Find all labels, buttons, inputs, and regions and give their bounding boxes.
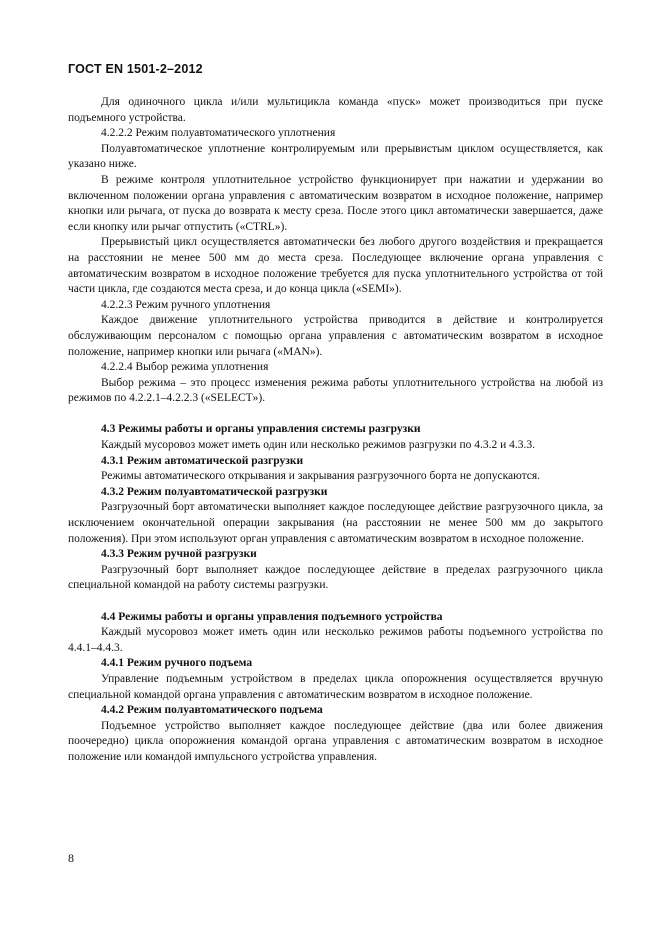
paragraph: Для одиночного цикла и/или мультицикла команда «пуск» может производиться при пуске подъемного устройства. xyxy=(68,96,603,124)
subsection-heading: 4.3.3 Режим ручной разгрузки xyxy=(101,548,257,561)
subsection-heading: 4.3.1 Режим автоматической разгрузки xyxy=(101,454,304,467)
clause-heading: 4.2.2.3 Режим ручного уплотнения xyxy=(101,298,271,311)
subsection-heading: 4.4.2 Режим полуавтоматического подъема xyxy=(101,704,323,717)
clause-heading: 4.2.2.4 Выбор режима уплотнения xyxy=(101,361,269,374)
paragraph: Режимы автоматического открывания и закрывания разгрузочного борта не допускаются. xyxy=(101,470,541,483)
standard-designation: ГОСТ EN 1501-2–2012 xyxy=(68,62,203,76)
paragraph: Разгрузочный борт выполняет каждое последующее действие в пределах разгрузочного цикла специальной командой на работу системы разгрузки. xyxy=(68,563,603,592)
paragraph: Выбор режима – это процесс изменения режима работы уплотнительного устройства на любой из режимов по 4.2.2.1–4.2.2.3 («SELECT»). xyxy=(68,376,603,405)
clause-heading: 4.2.2.2 Режим полуавтоматического уплотнения xyxy=(101,127,336,140)
page-number: 8 xyxy=(68,851,74,865)
paragraph: Каждый мусоровоз может иметь один или несколько режимов работы подъемного устройства по 4.4.1–4.4.3. xyxy=(68,626,603,654)
paragraph: Управление подъемным устройством в пределах цикла опорожнения осуществляется вручную специальной командой органа управления с автоматическим возвратом в исходное положение. xyxy=(68,672,603,701)
section-heading: 4.3 Режимы работы и органы управления системы разгрузки xyxy=(101,423,421,436)
subsection-heading: 4.3.2 Режим полуавтоматической разгрузки xyxy=(101,485,328,498)
paragraph: Прерывистый цикл осуществляется автоматически без любого другого воздействия и прекращается на расстоянии не менее 500 мм до места среза. Последующее включение органа управления с автоматическим возвратом в исходное положение требуется для пуска уплотнительного устройства от той части цикла, где создаются места среза, и до конца цикла («SEMI»). xyxy=(68,236,603,296)
paragraph: Подъемное устройство выполняет каждое последующее действие (два или более движения поочередно) цикла опорожнения командой органа управления с автоматическим возвратом в исходное положение или командой импульсного устройства управления. xyxy=(68,719,603,763)
paragraph: Каждое движение уплотнительного устройства приводится в действие и контролируется обслуживающим персоналом с помощью органа управления с автоматическим возвратом в исходное положение, например кнопки или рычага («MAN»). xyxy=(68,314,603,358)
section-heading: 4.4 Режимы работы и органы управления подъемного устройства xyxy=(101,610,443,623)
subsection-heading: 4.4.1 Режим ручного подъема xyxy=(101,657,253,670)
paragraph: Каждый мусоровоз может иметь один или несколько режимов разгрузки по 4.3.2 и 4.3.3. xyxy=(101,439,536,452)
paragraph: Разгрузочный борт автоматически выполняет каждое последующее действие разгрузочного цикла, за исключением окончательной операции закрывания (на расстоянии не менее 500 мм до закрытого положения). При этом используют орган управления с автоматическим возвратом в исходное положение. xyxy=(68,501,603,545)
paragraph: Полуавтоматическое уплотнение контролируемым или прерывистым циклом осуществляется, как указано ниже. xyxy=(68,142,603,171)
paragraph: В режиме контроля уплотнительное устройство функционирует при нажатии и удержании во включенном положении органа управления с автоматическим возвратом в исходное положение, например кнопки или рычага, от пуска до возврата к месту среза. После этого цикл автоматически завершается, даже если кнопку или рычаг отпустить («CTRL»). xyxy=(68,173,603,233)
document-body xyxy=(68,95,603,766)
